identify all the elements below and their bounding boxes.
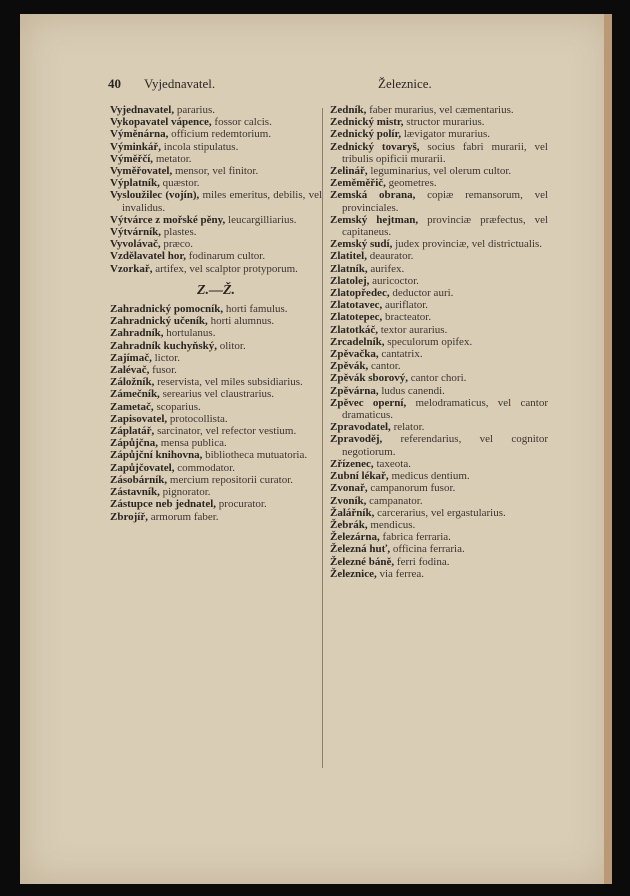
- entry-definition: judex provinciæ, vel districtualis.: [395, 238, 543, 251]
- entry-definition: hortulanus.: [166, 327, 216, 340]
- entry-headword: Zemský hejtman,: [330, 213, 419, 226]
- entry-definition: artifex, vel scalptor protyporum.: [155, 262, 298, 275]
- dictionary-entry: [110, 388, 322, 401]
- entry-definition: commodator.: [177, 461, 235, 474]
- entry-headword: Zahradník,: [110, 327, 164, 340]
- entry-headword: Zápůjčna,: [110, 437, 158, 450]
- dictionary-entry: [110, 226, 322, 239]
- entry-headword: Zástavník,: [110, 486, 160, 499]
- header-right-title: Železnice.: [378, 76, 432, 91]
- entry-definition: ludus canendi.: [381, 384, 445, 397]
- entry-headword: Výměnárna,: [110, 128, 169, 141]
- dictionary-entry: [330, 323, 548, 336]
- entry-definition: horti alumnus.: [210, 315, 275, 328]
- entry-headword: Výměřčí,: [110, 152, 154, 165]
- dictionary-entry: [330, 128, 548, 141]
- entry-headword: Zemský sudí,: [330, 238, 393, 251]
- entry-definition: protocollista.: [169, 412, 228, 425]
- entry-definition: medicus dentium.: [391, 470, 470, 483]
- entry-definition: provinciæ præfectus, vel capitaneus.: [342, 213, 549, 239]
- entry-definition: reservista, vel miles subsidiarius.: [157, 376, 303, 389]
- entry-headword: Výminkář,: [110, 140, 162, 153]
- dictionary-entry: [330, 287, 548, 300]
- dictionary-entry: [330, 482, 548, 495]
- entry-headword: Zpravodatel,: [330, 421, 391, 434]
- dictionary-entry: [110, 400, 322, 413]
- dictionary-entry: [330, 457, 548, 470]
- entry-headword: Zahradník kuchyňský,: [110, 339, 217, 352]
- entry-definition: copiæ remansorum, vel provinciales.: [342, 189, 549, 214]
- entry-definition: relator.: [393, 421, 425, 434]
- entry-definition: structor murarius.: [406, 116, 485, 129]
- dictionary-entry: [330, 165, 548, 178]
- entry-headword: Zlatotkáč,: [330, 323, 378, 336]
- dictionary-entry: [330, 470, 548, 483]
- entry-definition: bracteator.: [384, 311, 432, 324]
- entry-definition: lævigator murarius.: [403, 128, 491, 141]
- section-heading: Z.—Ž.: [196, 282, 236, 298]
- dictionary-entry: [110, 152, 322, 165]
- entry-headword: Zapůjčovatel,: [110, 461, 175, 474]
- dictionary-entry: [110, 486, 322, 499]
- entry-headword: Zpěvec operní,: [330, 396, 407, 409]
- entry-definition: melodramaticus, vel cantor dramaticus.: [342, 396, 548, 422]
- entry-definition: plastes.: [163, 226, 197, 239]
- entry-headword: Zřízenec,: [330, 457, 374, 470]
- dictionary-entry: [330, 140, 548, 165]
- dictionary-entry: [330, 518, 548, 531]
- entry-definition: campanator.: [369, 494, 423, 507]
- entry-definition: miles emeritus, debilis, vel invalidus.: [122, 189, 323, 214]
- entry-headword: Záplatář,: [110, 425, 155, 438]
- left-entries-top: [110, 104, 322, 275]
- entry-definition: metator.: [155, 152, 192, 165]
- entry-headword: Vykopavatel vápence,: [110, 116, 212, 129]
- dictionary-entry: [330, 360, 548, 373]
- entry-definition: mensa publica.: [160, 437, 227, 450]
- page-number: 40: [108, 76, 121, 91]
- dictionary-entry: [110, 425, 322, 438]
- entry-headword: Výtvárník,: [110, 226, 162, 239]
- entry-definition: bibliotheca mutuatoria.: [205, 449, 308, 462]
- dictionary-entry: [110, 262, 322, 275]
- dictionary-entry: [330, 189, 549, 214]
- entry-headword: Zlatopředec,: [330, 287, 390, 300]
- entry-definition: scoparius.: [156, 400, 201, 413]
- entry-definition: fossor calcis.: [214, 116, 272, 129]
- entry-definition: taxeota.: [376, 457, 411, 470]
- entry-headword: Zametač,: [110, 400, 154, 413]
- dictionary-entry: [110, 128, 322, 141]
- entry-definition: campanorum fusor.: [370, 482, 456, 495]
- dictionary-entry: [330, 213, 549, 239]
- entry-definition: socius fabri murarii, vel tribulis opificii murarii.: [342, 140, 548, 165]
- dictionary-entry: [110, 250, 322, 263]
- entry-definition: textor aurarius.: [380, 323, 448, 336]
- entry-headword: Zvonař,: [330, 482, 368, 495]
- entry-definition: via ferrea.: [379, 567, 425, 580]
- entry-headword: Zápůjční knihovna,: [110, 449, 203, 462]
- dictionary-entry: [110, 104, 322, 116]
- entry-headword: Zámečník,: [110, 388, 160, 401]
- entry-definition: sarcinator, vel refector vestium.: [157, 425, 297, 438]
- entry-definition: procurator.: [218, 498, 267, 511]
- entry-definition: deaurator.: [369, 250, 414, 263]
- entry-definition: quæstor.: [162, 177, 200, 190]
- entry-headword: Zapisovatel,: [110, 412, 168, 425]
- entry-headword: Zvoník,: [330, 494, 367, 507]
- entry-headword: Zpravoděj,: [330, 433, 383, 446]
- entry-definition: pignorator.: [162, 486, 211, 499]
- entry-headword: Žalářník,: [330, 506, 375, 519]
- dictionary-entry: [110, 165, 322, 178]
- dictionary-entry: [330, 311, 548, 324]
- entry-headword: Vyvolávač,: [110, 238, 161, 251]
- entry-definition: armorum faber.: [150, 510, 219, 523]
- dictionary-entry: [330, 335, 548, 348]
- dictionary-entry: [330, 262, 548, 275]
- dictionary-entry: [330, 421, 548, 434]
- entry-headword: Zubní lékař,: [330, 470, 389, 483]
- dictionary-entry: [330, 567, 548, 580]
- dictionary-entry: [330, 177, 548, 190]
- entry-headword: Železná huť,: [330, 543, 391, 556]
- entry-headword: Zednický tovaryš,: [330, 140, 420, 153]
- dictionary-entry: [110, 461, 322, 474]
- dictionary-entry: [330, 274, 548, 287]
- entry-headword: Vzdělavatel hor,: [110, 250, 186, 263]
- entry-definition: leucargilliarius.: [228, 213, 297, 226]
- dictionary-entry: [110, 412, 322, 425]
- header-left-title: Vyjednavatel.: [144, 76, 216, 91]
- entry-definition: horti famulus.: [225, 303, 288, 316]
- dictionary-entry: [110, 177, 322, 190]
- entry-definition: referendarius, vel cognitor negotiorum.: [342, 433, 548, 458]
- entry-definition: faber murarius, vel cæmentarius.: [369, 104, 514, 116]
- entry-definition: leguminarius, vel olerum cultor.: [370, 165, 512, 178]
- entry-definition: auriflator.: [384, 299, 429, 312]
- dictionary-entry: [110, 238, 322, 251]
- dictionary-entry: [330, 506, 548, 519]
- column-divider: [322, 108, 323, 768]
- entry-definition: serearius vel claustrarius.: [162, 388, 275, 401]
- right-column: [330, 104, 548, 580]
- entry-definition: carcerarius, vel ergastularius.: [377, 506, 506, 519]
- page-header: [108, 76, 488, 96]
- dictionary-entry: [110, 116, 322, 129]
- entry-headword: Železárna,: [330, 531, 380, 544]
- entry-definition: pararius.: [176, 104, 216, 116]
- entry-headword: Zpěvák sborový,: [330, 372, 409, 385]
- entry-headword: Zednický mistr,: [330, 116, 404, 129]
- entry-definition: geometres.: [388, 177, 437, 190]
- dictionary-entry: [330, 531, 548, 544]
- entry-headword: Zpěvačka,: [330, 348, 379, 361]
- entry-definition: cantatrix.: [381, 348, 423, 361]
- right-entries: [330, 104, 548, 580]
- entry-headword: Vzorkař,: [110, 262, 153, 275]
- entry-definition: mercium repositorii curator.: [169, 473, 294, 486]
- entry-headword: Zednický polír,: [330, 128, 402, 141]
- page-edge: [604, 14, 612, 884]
- entry-headword: Výtvárce z mořské pěny,: [110, 213, 226, 226]
- entry-headword: Záložník,: [110, 376, 155, 389]
- dictionary-entry: [330, 543, 548, 556]
- entry-headword: Žebrák,: [330, 518, 368, 531]
- entry-headword: Zedník,: [330, 104, 367, 116]
- dictionary-entry: [110, 510, 322, 523]
- dictionary-entry: [330, 238, 548, 251]
- entry-headword: Zalévač,: [110, 364, 150, 377]
- entry-headword: Zpěvárna,: [330, 384, 379, 397]
- entry-definition: fodinarum cultor.: [188, 250, 266, 263]
- entry-headword: Železné báně,: [330, 555, 395, 568]
- entry-headword: Železnice,: [330, 567, 377, 580]
- entry-definition: deductor auri.: [392, 287, 454, 300]
- dictionary-entry: [110, 315, 322, 328]
- dictionary-entry: [110, 339, 322, 352]
- dictionary-entry: [110, 437, 322, 450]
- entry-headword: Zlatolej,: [330, 274, 370, 287]
- dictionary-entry: [110, 376, 322, 389]
- entry-headword: Zpěvák,: [330, 360, 369, 373]
- entry-definition: olitor.: [219, 339, 246, 352]
- dictionary-entry: [330, 299, 548, 312]
- dictionary-entry: [110, 351, 322, 364]
- entry-headword: Zajímač,: [110, 351, 152, 364]
- dictionary-entry: [110, 498, 322, 511]
- entry-headword: Zelinář,: [330, 165, 368, 178]
- dictionary-entry: [330, 384, 548, 397]
- entry-definition: auricoctor.: [372, 274, 419, 287]
- entry-definition: speculorum opifex.: [387, 335, 473, 348]
- entry-definition: officium redemtorium.: [171, 128, 272, 141]
- entry-headword: Vysloužilec (vojín),: [110, 189, 200, 202]
- entry-headword: Zbrojíř,: [110, 510, 148, 523]
- entry-headword: Zemská obrana,: [330, 189, 416, 202]
- entry-definition: mensor, vel finitor.: [174, 165, 259, 178]
- dictionary-entry: [330, 104, 548, 116]
- dictionary-entry: [110, 189, 323, 214]
- entry-headword: Zlatitel,: [330, 250, 367, 263]
- dictionary-entry: [110, 449, 322, 462]
- entry-headword: Zrcadelník,: [330, 335, 385, 348]
- entry-headword: Vyměřovatel,: [110, 165, 173, 178]
- dictionary-entry: [330, 433, 548, 458]
- dictionary-entry: [110, 213, 322, 226]
- entry-definition: fusor.: [152, 364, 177, 377]
- dictionary-entry: [330, 348, 548, 361]
- left-column: [110, 104, 322, 523]
- dictionary-entry: [110, 473, 322, 486]
- entry-headword: Zásobárník,: [110, 473, 168, 486]
- dictionary-entry: [330, 555, 548, 568]
- entry-definition: aurifex.: [370, 262, 405, 275]
- entry-definition: fabrica ferraria.: [382, 531, 451, 544]
- entry-headword: Zlatník,: [330, 262, 368, 275]
- entry-definition: incola stipulatus.: [163, 140, 239, 153]
- entry-headword: Zahradnický učeník,: [110, 315, 208, 328]
- entry-headword: Zlatotepec,: [330, 311, 383, 324]
- entry-headword: Zástupce neb jednatel,: [110, 498, 217, 511]
- entry-definition: præco.: [163, 238, 194, 251]
- entry-definition: cantor.: [370, 360, 401, 373]
- entry-headword: Výplatník,: [110, 177, 160, 190]
- entry-headword: Zeměměřič,: [330, 177, 386, 190]
- left-entries-bottom: [110, 303, 322, 523]
- entry-definition: lictor.: [154, 351, 180, 364]
- entry-definition: cantor chori.: [410, 372, 467, 385]
- dictionary-entry: [110, 140, 322, 153]
- entry-definition: mendicus.: [370, 518, 416, 531]
- entry-headword: Vyjednavatel,: [110, 104, 175, 116]
- entry-headword: Zahradnický pomocník,: [110, 303, 224, 316]
- dictionary-entry: [110, 364, 322, 377]
- dictionary-entry: [330, 372, 548, 385]
- dictionary-entry: [330, 396, 548, 422]
- dictionary-entry: [330, 116, 548, 129]
- entry-definition: ferri fodina.: [396, 555, 450, 568]
- dictionary-entry: [330, 250, 548, 263]
- dictionary-entry: [110, 303, 322, 316]
- entry-definition: officina ferraria.: [392, 543, 465, 556]
- dictionary-entry: [110, 327, 322, 340]
- entry-headword: Zlatotavec,: [330, 299, 383, 312]
- dictionary-entry: [330, 494, 548, 507]
